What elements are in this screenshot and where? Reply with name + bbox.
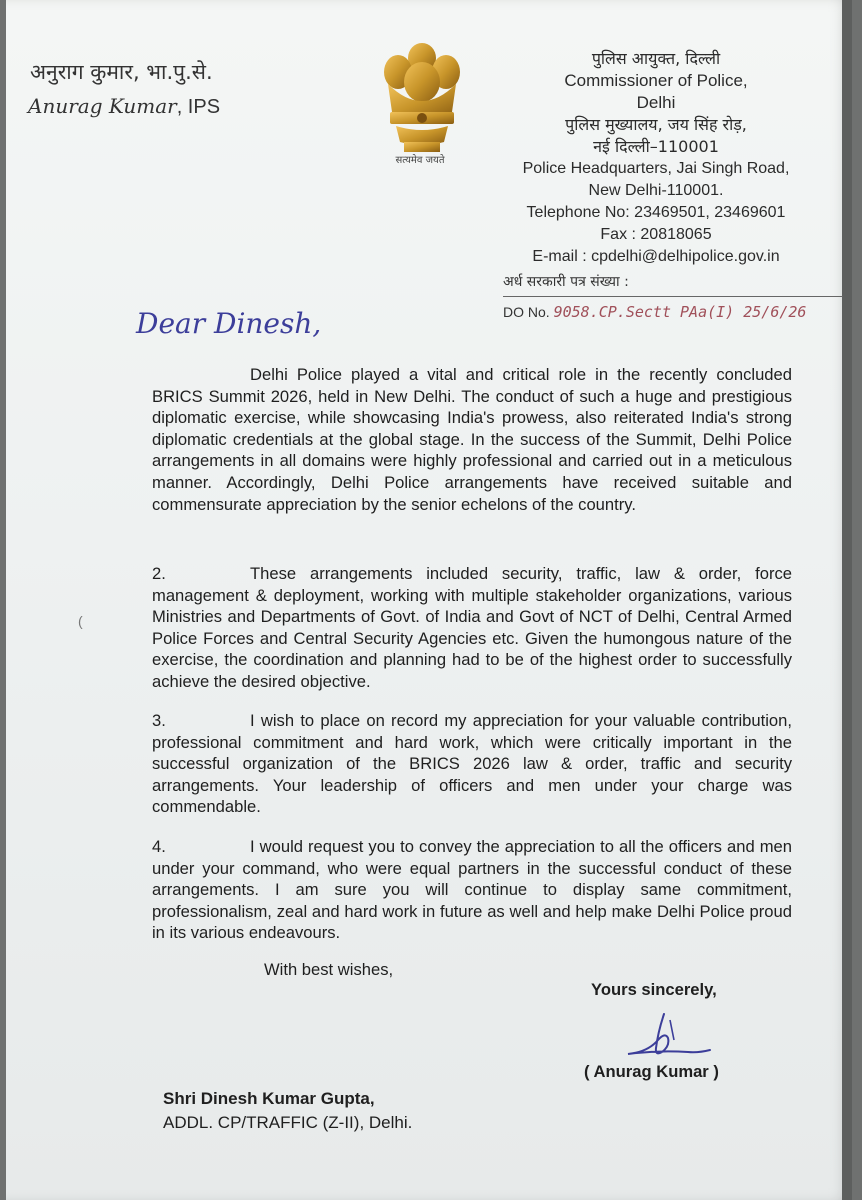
office-title-hindi: पुलिस आयुक्त, दिल्ली xyxy=(591,49,721,68)
paragraph-1: Delhi Police played a vital and critical role in the recently concluded BRICS Summit 2026, held in New Delhi. The conduct of such a huge and prestigious diplomatic exercise, while showcasing India's prowess, also reiterated India's strong diplomatic credentials at the global stage. In the success of the Summit, Delhi Police arrangements in all domains were highly professional and carried out in a meticulous manner. Accordingly, Delhi Police arrangements have received suitable and commensurate appreciation by the senior echelons of the country. xyxy=(152,365,792,514)
office-address-hindi-line1: पुलिस मुख्यालय, जय सिंह रोड़, xyxy=(565,115,747,134)
office-letterhead xyxy=(476,48,836,268)
sender-name-script: Anurag Kumar xyxy=(28,94,177,118)
paragraph-2-text: These arrangements included security, traffic, law & order, force management & deployment, working with multiple stakeholder organizations, various Ministries and Departments of Govt. of India and Govt of NCT of Delhi, Central Armed Police Forces and Central Security Agencies etc. Given the humongous nature of the exercise, the coordination and planning had to be of the highest order to successfully achieve the desired objective. xyxy=(152,564,792,691)
office-fax: Fax : 20818065 xyxy=(600,226,712,243)
closing-sincerely: Yours sincerely, xyxy=(591,980,717,999)
office-email: E-mail : cpdelhi@delhipolice.gov.in xyxy=(532,248,780,265)
office-address-hindi-line2: नई दिल्ली–110001 xyxy=(593,137,719,156)
office-title-line2: Delhi xyxy=(636,93,676,112)
addressee-designation: ADDL. CP/TRAFFIC (Z-II), Delhi. xyxy=(163,1113,413,1132)
sender-name-hindi: अनुराग कुमार, भा.पु.से. xyxy=(30,60,213,84)
addressee-name: Shri Dinesh Kumar Gupta, xyxy=(163,1089,375,1108)
addressee-block xyxy=(163,1087,412,1135)
office-address-line2: New Delhi-110001. xyxy=(588,182,724,199)
emblem-motto: सत्यमेव जयते xyxy=(395,155,445,166)
office-telephone: Telephone No: 23469501, 23469601 xyxy=(526,204,786,221)
salutation: Dear Dinesh, xyxy=(136,307,322,340)
sender-name-english xyxy=(28,94,220,119)
office-address-line1: Police Headquarters, Jai Singh Road, xyxy=(522,160,790,177)
signee-name: ( Anurag Kumar ) xyxy=(584,1062,719,1081)
do-label: DO No. xyxy=(503,304,550,320)
paragraph-4-number: 4. xyxy=(152,837,166,856)
letter-page xyxy=(6,0,852,1200)
paragraph-4 xyxy=(152,836,792,944)
closing-wishes: With best wishes, xyxy=(264,960,394,979)
national-emblem-icon xyxy=(374,38,470,170)
page-shadow-edge xyxy=(842,0,852,1200)
do-label-hindi: अर्ध सरकारी पत्र संख्या : xyxy=(503,274,629,290)
paragraph-3 xyxy=(152,710,792,818)
paragraph-3-text: I wish to place on record my appreciation for your valuable contribution, professional commitment and hard work, which were critically important in the successful organization of the BRICS 2026 law & order, traffic and security arrangements. Your leadership of officers and men under your charge was commendable. xyxy=(152,711,792,817)
do-reference xyxy=(503,272,843,321)
do-number-handwritten: 9058.CP.Sectt PAa(I) 25/6/26 xyxy=(553,303,807,321)
sender-name-suffix: , IPS xyxy=(176,96,221,118)
paragraph-2 xyxy=(152,563,792,693)
do-divider xyxy=(503,295,843,297)
margin-mark: ( xyxy=(78,613,83,629)
office-title-line1: Commissioner of Police, xyxy=(564,71,748,90)
signature-icon xyxy=(618,1010,718,1066)
paragraph-2-number: 2. xyxy=(152,564,166,583)
paragraph-3-number: 3. xyxy=(152,711,166,730)
do-number-row xyxy=(503,303,843,321)
paragraph-4-text: I would request you to convey the appreciation to all the officers and men under your command, who were equal partners in the successful conduct of these arrangements. I am sure you will continue to display same commitment, professionalism, zeal and hard work in future as well and help make Delhi Police proud in its various endeavours. xyxy=(152,837,792,943)
